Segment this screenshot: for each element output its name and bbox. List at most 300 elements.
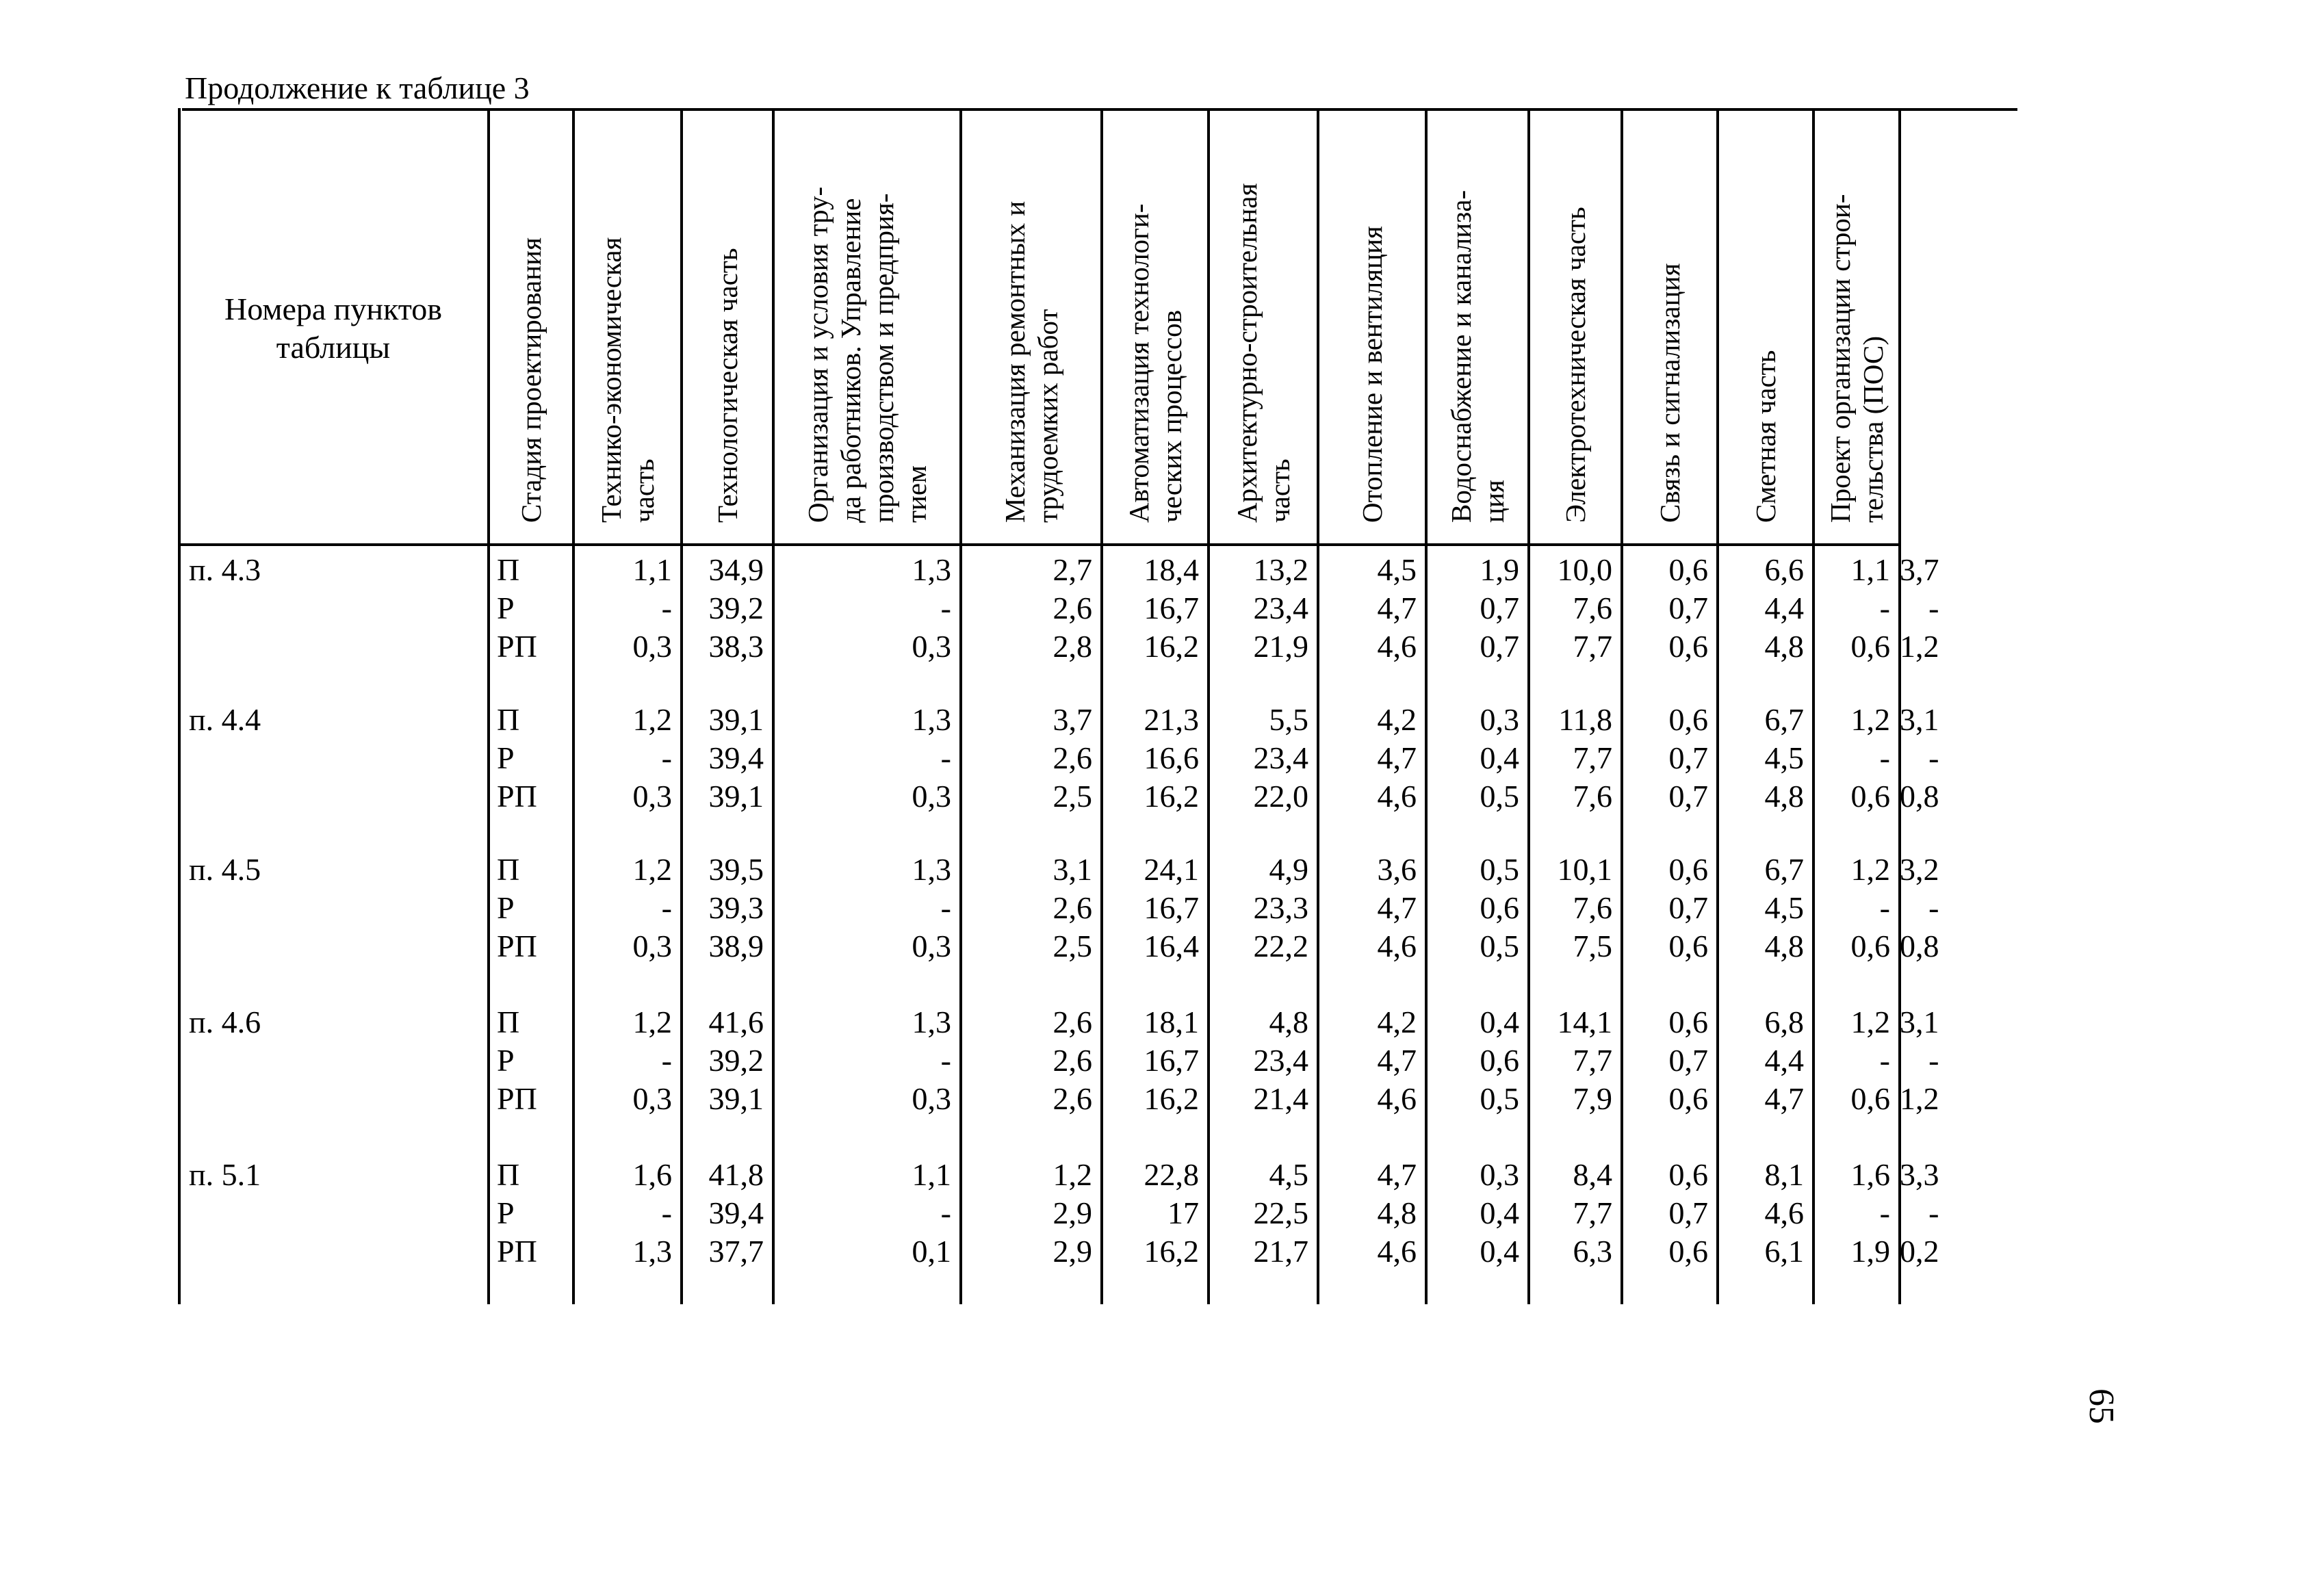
- table-cell: 0,6: [1668, 1005, 1708, 1039]
- table-cell: 1,2: [1053, 1157, 1092, 1192]
- table-cell: 4,7: [1377, 591, 1417, 625]
- table-cell: 0,5: [1480, 1081, 1519, 1116]
- value-cells-col-12: [1718, 1156, 1804, 1271]
- table-cell: 0,2: [1900, 1234, 1939, 1269]
- table-cell: 1,1: [912, 1157, 951, 1192]
- table-cell: 0,4: [1480, 1195, 1519, 1230]
- table-cell: 4,5: [1764, 740, 1804, 775]
- table-cell: -: [1928, 1195, 1939, 1230]
- header-column-3: [683, 111, 772, 543]
- stage-cell: Р: [497, 1043, 515, 1078]
- table-cell: 0,7: [1668, 591, 1708, 625]
- table-row-group: [0, 851, 2324, 974]
- row-group-label: п. 4.3: [189, 552, 261, 587]
- table-cell: 41,8: [708, 1157, 764, 1192]
- value-cells-col-7: [1209, 701, 1308, 816]
- table-cell: 4,9: [1269, 852, 1308, 887]
- table-cell: 1,6: [632, 1157, 672, 1192]
- table-cell: 0,6: [1480, 890, 1519, 925]
- value-cells-col-10: [1529, 1003, 1612, 1118]
- table-cell: 37,7: [708, 1234, 764, 1269]
- header-column-10: [1530, 111, 1621, 543]
- table-cell: 0,6: [1480, 1043, 1519, 1078]
- table-cell: -: [940, 890, 951, 925]
- value-cells-col-3: [682, 1003, 764, 1118]
- value-cells-col-6: [1102, 851, 1199, 966]
- table-cell: 4,5: [1377, 552, 1417, 587]
- table-cell: 0,6: [1668, 1081, 1708, 1116]
- table-cell: 2,9: [1053, 1234, 1092, 1269]
- table-cell: 17: [1167, 1195, 1199, 1230]
- table-cell: 0,6: [1668, 1157, 1708, 1192]
- table-cell: 4,5: [1764, 890, 1804, 925]
- header-points-column: Номера пунктов таблицы: [224, 292, 442, 365]
- table-cell: 0,6: [1668, 852, 1708, 887]
- table-cell: -: [1928, 1043, 1939, 1078]
- value-cells-col-11: [1622, 1156, 1708, 1271]
- table-cell: 23,4: [1253, 740, 1308, 775]
- table-cell: 1,2: [632, 702, 672, 737]
- table-cell: -: [1879, 591, 1890, 625]
- table-cell: 4,6: [1377, 1234, 1417, 1269]
- value-cells-col-2: [573, 1156, 672, 1271]
- table-cell: 4,2: [1377, 1005, 1417, 1039]
- stage-cells: [497, 1003, 537, 1118]
- table-cell: 1,9: [1480, 552, 1519, 587]
- value-cells-col-14: [1900, 551, 1939, 666]
- stage-cell: П: [497, 552, 520, 587]
- value-cells-col-7: [1209, 1003, 1308, 1118]
- value-cells-col-13: [1813, 1003, 1890, 1118]
- value-cells-col-7: [1209, 851, 1308, 966]
- table-cell: 6,3: [1573, 1234, 1612, 1269]
- table-cell: 0,6: [1668, 552, 1708, 587]
- table-cell: 6,1: [1764, 1234, 1804, 1269]
- table-cell: 3,7: [1900, 552, 1939, 587]
- table-cell: 21,9: [1253, 629, 1308, 664]
- table-cell: 1,2: [1900, 1081, 1939, 1116]
- table-cell: 0,7: [1480, 591, 1519, 625]
- header-column-label: Отопление и вентиляция: [1356, 226, 1388, 523]
- table-cell: 0,7: [1668, 1043, 1708, 1078]
- table-row-group: [0, 551, 2324, 674]
- table-cell: 39,2: [708, 1043, 764, 1078]
- table-cell: 13,2: [1253, 552, 1308, 587]
- header-column-label: Технико-экономическая часть: [595, 237, 660, 523]
- header-column-4: [775, 111, 959, 543]
- page-number: 65: [2082, 1388, 2121, 1424]
- stage-cells: [497, 851, 537, 966]
- table-cell: 4,5: [1269, 1157, 1308, 1192]
- table-cell: 4,7: [1764, 1081, 1804, 1116]
- header-column-11: [1623, 111, 1716, 543]
- table-cell: 8,4: [1573, 1157, 1612, 1192]
- table-cell: 41,6: [708, 1005, 764, 1039]
- table-cell: 16,7: [1144, 1043, 1199, 1078]
- table-cell: 2,8: [1053, 629, 1092, 664]
- table-cell: -: [940, 1043, 951, 1078]
- table-cell: -: [1879, 890, 1890, 925]
- stage-cells: [497, 551, 537, 666]
- stage-cells: [497, 701, 537, 816]
- row-group-label: п. 4.6: [189, 1005, 261, 1039]
- table-cell: -: [1879, 740, 1890, 775]
- header-column-label: Механизация ремонтных и трудоемких работ: [999, 200, 1063, 523]
- table-cell: 2,6: [1053, 591, 1092, 625]
- table-cell: 6,7: [1764, 702, 1804, 737]
- value-cells-col-5: [961, 551, 1092, 666]
- table-cell: 0,3: [912, 929, 951, 963]
- header-column-label: Технологическая часть: [712, 248, 743, 523]
- table-cell: 6,6: [1764, 552, 1804, 587]
- table-cell: 39,2: [708, 591, 764, 625]
- table-cell: 0,8: [1900, 779, 1939, 814]
- table-cell: 0,7: [1480, 629, 1519, 664]
- table-cell: -: [1928, 591, 1939, 625]
- header-column-13: [1815, 111, 1898, 543]
- table-cell: 1,2: [632, 852, 672, 887]
- value-cells-col-3: [682, 701, 764, 816]
- table-cell: 16,7: [1144, 890, 1199, 925]
- table-cell: 7,6: [1573, 890, 1612, 925]
- value-cells-col-11: [1622, 1003, 1708, 1118]
- table-cell: 0,7: [1668, 1195, 1708, 1230]
- table-cell: 1,9: [1850, 1234, 1890, 1269]
- table-cell: 7,7: [1573, 1043, 1612, 1078]
- table-cell: 23,3: [1253, 890, 1308, 925]
- header-column-9: [1428, 111, 1527, 543]
- table-cell: 22,0: [1253, 779, 1308, 814]
- table-cell: 0,5: [1480, 852, 1519, 887]
- table-cell: 4,7: [1377, 890, 1417, 925]
- table-cell: 4,4: [1764, 591, 1804, 625]
- table-cell: -: [661, 740, 672, 775]
- stage-cell: П: [497, 1005, 520, 1039]
- value-cells-col-4: [773, 551, 951, 666]
- value-cells-col-13: [1813, 1156, 1890, 1271]
- table-cell: 21,7: [1253, 1234, 1308, 1269]
- value-cells-col-6: [1102, 701, 1199, 816]
- table-cell: 4,8: [1269, 1005, 1308, 1039]
- table-cell: 0,6: [1668, 702, 1708, 737]
- table-cell: 2,6: [1053, 1005, 1092, 1039]
- value-cells-col-9: [1426, 1156, 1519, 1271]
- value-cells-col-12: [1718, 551, 1804, 666]
- value-cells-col-8: [1318, 701, 1417, 816]
- value-cells-col-12: [1718, 701, 1804, 816]
- table-cell: 16,6: [1144, 740, 1199, 775]
- stage-cell: Р: [497, 890, 515, 925]
- header-column-2: [575, 111, 680, 543]
- value-cells-col-14: [1900, 1003, 1939, 1118]
- table-cell: 16,2: [1144, 779, 1199, 814]
- header-column-label: Связь и сигнализация: [1654, 263, 1686, 523]
- value-cells-col-5: [961, 1003, 1092, 1118]
- table-cell: 23,4: [1253, 591, 1308, 625]
- table-cell: 23,4: [1253, 1043, 1308, 1078]
- table-cell: -: [940, 591, 951, 625]
- table-cell: 4,6: [1377, 629, 1417, 664]
- stage-cells: [497, 1156, 537, 1271]
- header-column-label: Проект организации строи- тельства (ПОС): [1824, 194, 1889, 523]
- value-cells-col-4: [773, 1156, 951, 1271]
- table-cell: 0,4: [1480, 1234, 1519, 1269]
- table-cell: 1,3: [912, 702, 951, 737]
- table-cell: 0,1: [912, 1234, 951, 1269]
- table-cell: 14,1: [1557, 1005, 1612, 1039]
- table-row-group: [0, 1003, 2324, 1126]
- table-cell: 39,1: [708, 779, 764, 814]
- stage-cell: П: [497, 1157, 520, 1192]
- stage-cell: РП: [497, 1234, 537, 1269]
- stage-cell: РП: [497, 629, 537, 664]
- table-cell: 1,1: [632, 552, 672, 587]
- table-cell: 22,8: [1144, 1157, 1199, 1192]
- table-cell: 39,5: [708, 852, 764, 887]
- table-cell: -: [1879, 1195, 1890, 1230]
- value-cells-col-8: [1318, 1003, 1417, 1118]
- table-cell: 7,7: [1573, 1195, 1612, 1230]
- table-cell: 1,1: [1850, 552, 1890, 587]
- table-cell: 3,1: [1900, 1005, 1939, 1039]
- header-column-label: Стадия проектирования: [515, 237, 547, 523]
- row-group-label: п. 4.5: [189, 852, 261, 887]
- table-cell: 39,4: [708, 1195, 764, 1230]
- table-cell: 3,7: [1053, 702, 1092, 737]
- table-cell: 39,3: [708, 890, 764, 925]
- table-cell: 2,5: [1053, 929, 1092, 963]
- table-cell: 1,2: [1850, 852, 1890, 887]
- table-cell: -: [940, 1195, 951, 1230]
- header-column-label: Сметная часть: [1750, 350, 1781, 523]
- header-column-7: [1210, 111, 1317, 543]
- table-cell: -: [1928, 740, 1939, 775]
- table-cell: 3,3: [1900, 1157, 1939, 1192]
- header-column-label: Архитектурно-строительная часть: [1231, 183, 1295, 523]
- value-cells-col-14: [1900, 851, 1939, 966]
- table-cell: 38,3: [708, 629, 764, 664]
- value-cells-col-2: [573, 701, 672, 816]
- value-cells-col-10: [1529, 851, 1612, 966]
- value-cells-col-5: [961, 851, 1092, 966]
- header-column-1: [490, 111, 572, 543]
- table-cell: 16,4: [1144, 929, 1199, 963]
- table-cell: 1,3: [632, 1234, 672, 1269]
- header-column-6: [1103, 111, 1207, 543]
- table-cell: 4,2: [1377, 702, 1417, 737]
- table-cell: 0,3: [912, 629, 951, 664]
- value-cells-col-4: [773, 701, 951, 816]
- table-cell: 4,7: [1377, 1157, 1417, 1192]
- table-row-group: [0, 1156, 2324, 1279]
- table-cell: 4,8: [1764, 779, 1804, 814]
- table-cell: 11,8: [1558, 702, 1612, 737]
- value-cells-col-13: [1813, 551, 1890, 666]
- table-cell: 0,7: [1668, 890, 1708, 925]
- value-cells-col-6: [1102, 551, 1199, 666]
- value-cells-col-6: [1102, 1156, 1199, 1271]
- table-cell: 22,5: [1253, 1195, 1308, 1230]
- value-cells-col-2: [573, 851, 672, 966]
- header-column-label: Автоматизация технологи- ческих процессов: [1123, 203, 1187, 523]
- value-cells-col-11: [1622, 701, 1708, 816]
- value-cells-col-7: [1209, 551, 1308, 666]
- table-cell: 0,6: [1668, 1234, 1708, 1269]
- table-cell: 39,1: [708, 702, 764, 737]
- table-cell: -: [661, 1043, 672, 1078]
- table-cell: 0,4: [1480, 1005, 1519, 1039]
- table-cell: 0,3: [632, 1081, 672, 1116]
- value-cells-col-10: [1529, 551, 1612, 666]
- table-cell: 0,6: [1850, 929, 1890, 963]
- value-cells-col-3: [682, 851, 764, 966]
- table-cell: 0,3: [912, 779, 951, 814]
- table-cell: 2,6: [1053, 1043, 1092, 1078]
- value-cells-col-5: [961, 701, 1092, 816]
- table-cell: 1,2: [1900, 629, 1939, 664]
- table-cell: 0,6: [1850, 629, 1890, 664]
- table-cell: 4,8: [1377, 1195, 1417, 1230]
- table-cell: 1,6: [1850, 1157, 1890, 1192]
- table-cell: 3,1: [1053, 852, 1092, 887]
- table-caption: Продолжение к таблице 3: [185, 70, 530, 105]
- table-cell: 4,8: [1764, 929, 1804, 963]
- table-cell: 0,6: [1850, 779, 1890, 814]
- table-cell: 1,2: [1850, 1005, 1890, 1039]
- table-cell: 1,2: [1850, 702, 1890, 737]
- table-cell: 7,6: [1573, 779, 1612, 814]
- header-column-label: Электротехническая часть: [1560, 207, 1591, 523]
- table-cell: -: [661, 890, 672, 925]
- table-cell: 18,1: [1144, 1005, 1199, 1039]
- value-cells-col-14: [1900, 701, 1939, 816]
- table-cell: 6,8: [1764, 1005, 1804, 1039]
- table-cell: 4,6: [1377, 1081, 1417, 1116]
- table-cell: 7,6: [1573, 591, 1612, 625]
- value-cells-col-12: [1718, 851, 1804, 966]
- value-cells-col-10: [1529, 701, 1612, 816]
- value-cells-col-8: [1318, 851, 1417, 966]
- table-cell: 2,6: [1053, 1081, 1092, 1116]
- value-cells-col-5: [961, 1156, 1092, 1271]
- table-cell: 4,6: [1377, 929, 1417, 963]
- table-cell: 1,3: [912, 1005, 951, 1039]
- table-cell: 0,5: [1480, 779, 1519, 814]
- table-cell: 16,2: [1144, 1234, 1199, 1269]
- stage-cell: Р: [497, 1195, 515, 1230]
- table-row-group: [0, 701, 2324, 824]
- table-cell: 21,4: [1253, 1081, 1308, 1116]
- value-cells-col-4: [773, 851, 951, 966]
- value-cells-col-9: [1426, 701, 1519, 816]
- table-cell: 1,3: [912, 552, 951, 587]
- header-column-label: Водоснабжение и канализа- ция: [1445, 190, 1510, 523]
- table-cell: -: [661, 1195, 672, 1230]
- table-cell: 0,8: [1900, 929, 1939, 963]
- table-cell: 7,5: [1573, 929, 1612, 963]
- value-cells-col-8: [1318, 551, 1417, 666]
- table-cell: 24,1: [1144, 852, 1199, 887]
- header-column-12: [1719, 111, 1812, 543]
- value-cells-col-3: [682, 551, 764, 666]
- table-cell: 3,6: [1377, 852, 1417, 887]
- table-cell: 0,3: [632, 929, 672, 963]
- table-cell: 0,7: [1668, 779, 1708, 814]
- value-cells-col-13: [1813, 851, 1890, 966]
- table-cell: 0,3: [1480, 1157, 1519, 1192]
- table-cell: 10,0: [1557, 552, 1612, 587]
- table-cell: 0,6: [1668, 629, 1708, 664]
- stage-cell: РП: [497, 779, 537, 814]
- value-cells-col-14: [1900, 1156, 1939, 1271]
- table-cell: 38,9: [708, 929, 764, 963]
- table-cell: 3,2: [1900, 852, 1939, 887]
- table-cell: 2,6: [1053, 740, 1092, 775]
- table-cell: 2,5: [1053, 779, 1092, 814]
- value-cells-col-3: [682, 1156, 764, 1271]
- table-cell: 16,7: [1144, 591, 1199, 625]
- table-cell: -: [940, 740, 951, 775]
- table-cell: 8,1: [1764, 1157, 1804, 1192]
- value-cells-col-11: [1622, 851, 1708, 966]
- table-cell: 7,7: [1573, 740, 1612, 775]
- header-column-8: [1319, 111, 1425, 543]
- table-cell: 0,7: [1668, 740, 1708, 775]
- table-cell: 10,1: [1557, 852, 1612, 887]
- table-cell: 4,6: [1377, 779, 1417, 814]
- value-cells-col-9: [1426, 1003, 1519, 1118]
- table-cell: -: [661, 591, 672, 625]
- value-cells-col-7: [1209, 1156, 1308, 1271]
- table-cell: 0,6: [1668, 929, 1708, 963]
- table-cell: 2,7: [1053, 552, 1092, 587]
- table-cell: 4,7: [1377, 740, 1417, 775]
- table-cell: 22,2: [1253, 929, 1308, 963]
- stage-cell: РП: [497, 1081, 537, 1116]
- table-cell: -: [1879, 1043, 1890, 1078]
- table-cell: 0,3: [632, 629, 672, 664]
- table-cell: 34,9: [708, 552, 764, 587]
- stage-cell: П: [497, 702, 520, 737]
- table-cell: 0,5: [1480, 929, 1519, 963]
- value-cells-col-11: [1622, 551, 1708, 666]
- table-cell: 2,6: [1053, 890, 1092, 925]
- value-cells-col-2: [573, 1003, 672, 1118]
- table-cell: 7,9: [1573, 1081, 1612, 1116]
- value-cells-col-6: [1102, 1003, 1199, 1118]
- table-cell: 2,9: [1053, 1195, 1092, 1230]
- table-cell: 0,6: [1850, 1081, 1890, 1116]
- table-cell: 4,7: [1377, 1043, 1417, 1078]
- table-cell: 4,4: [1764, 1043, 1804, 1078]
- header-column-label: Организация и условия тру- да работников. Управление производством и предприя- тием: [802, 186, 932, 523]
- value-cells-col-4: [773, 1003, 951, 1118]
- table-cell: 21,3: [1144, 702, 1199, 737]
- stage-cell: П: [497, 852, 520, 887]
- table-cell: -: [1928, 890, 1939, 925]
- table-cell: 39,1: [708, 1081, 764, 1116]
- table-cell: 16,2: [1144, 1081, 1199, 1116]
- table-cell: 5,5: [1269, 702, 1308, 737]
- table-cell: 4,6: [1764, 1195, 1804, 1230]
- value-cells-col-10: [1529, 1156, 1612, 1271]
- table-cell: 39,4: [708, 740, 764, 775]
- table-cell: 0,4: [1480, 740, 1519, 775]
- value-cells-col-13: [1813, 701, 1890, 816]
- row-group-label: п. 4.4: [189, 702, 261, 737]
- row-group-label: п. 5.1: [189, 1157, 261, 1192]
- table-cell: 16,2: [1144, 629, 1199, 664]
